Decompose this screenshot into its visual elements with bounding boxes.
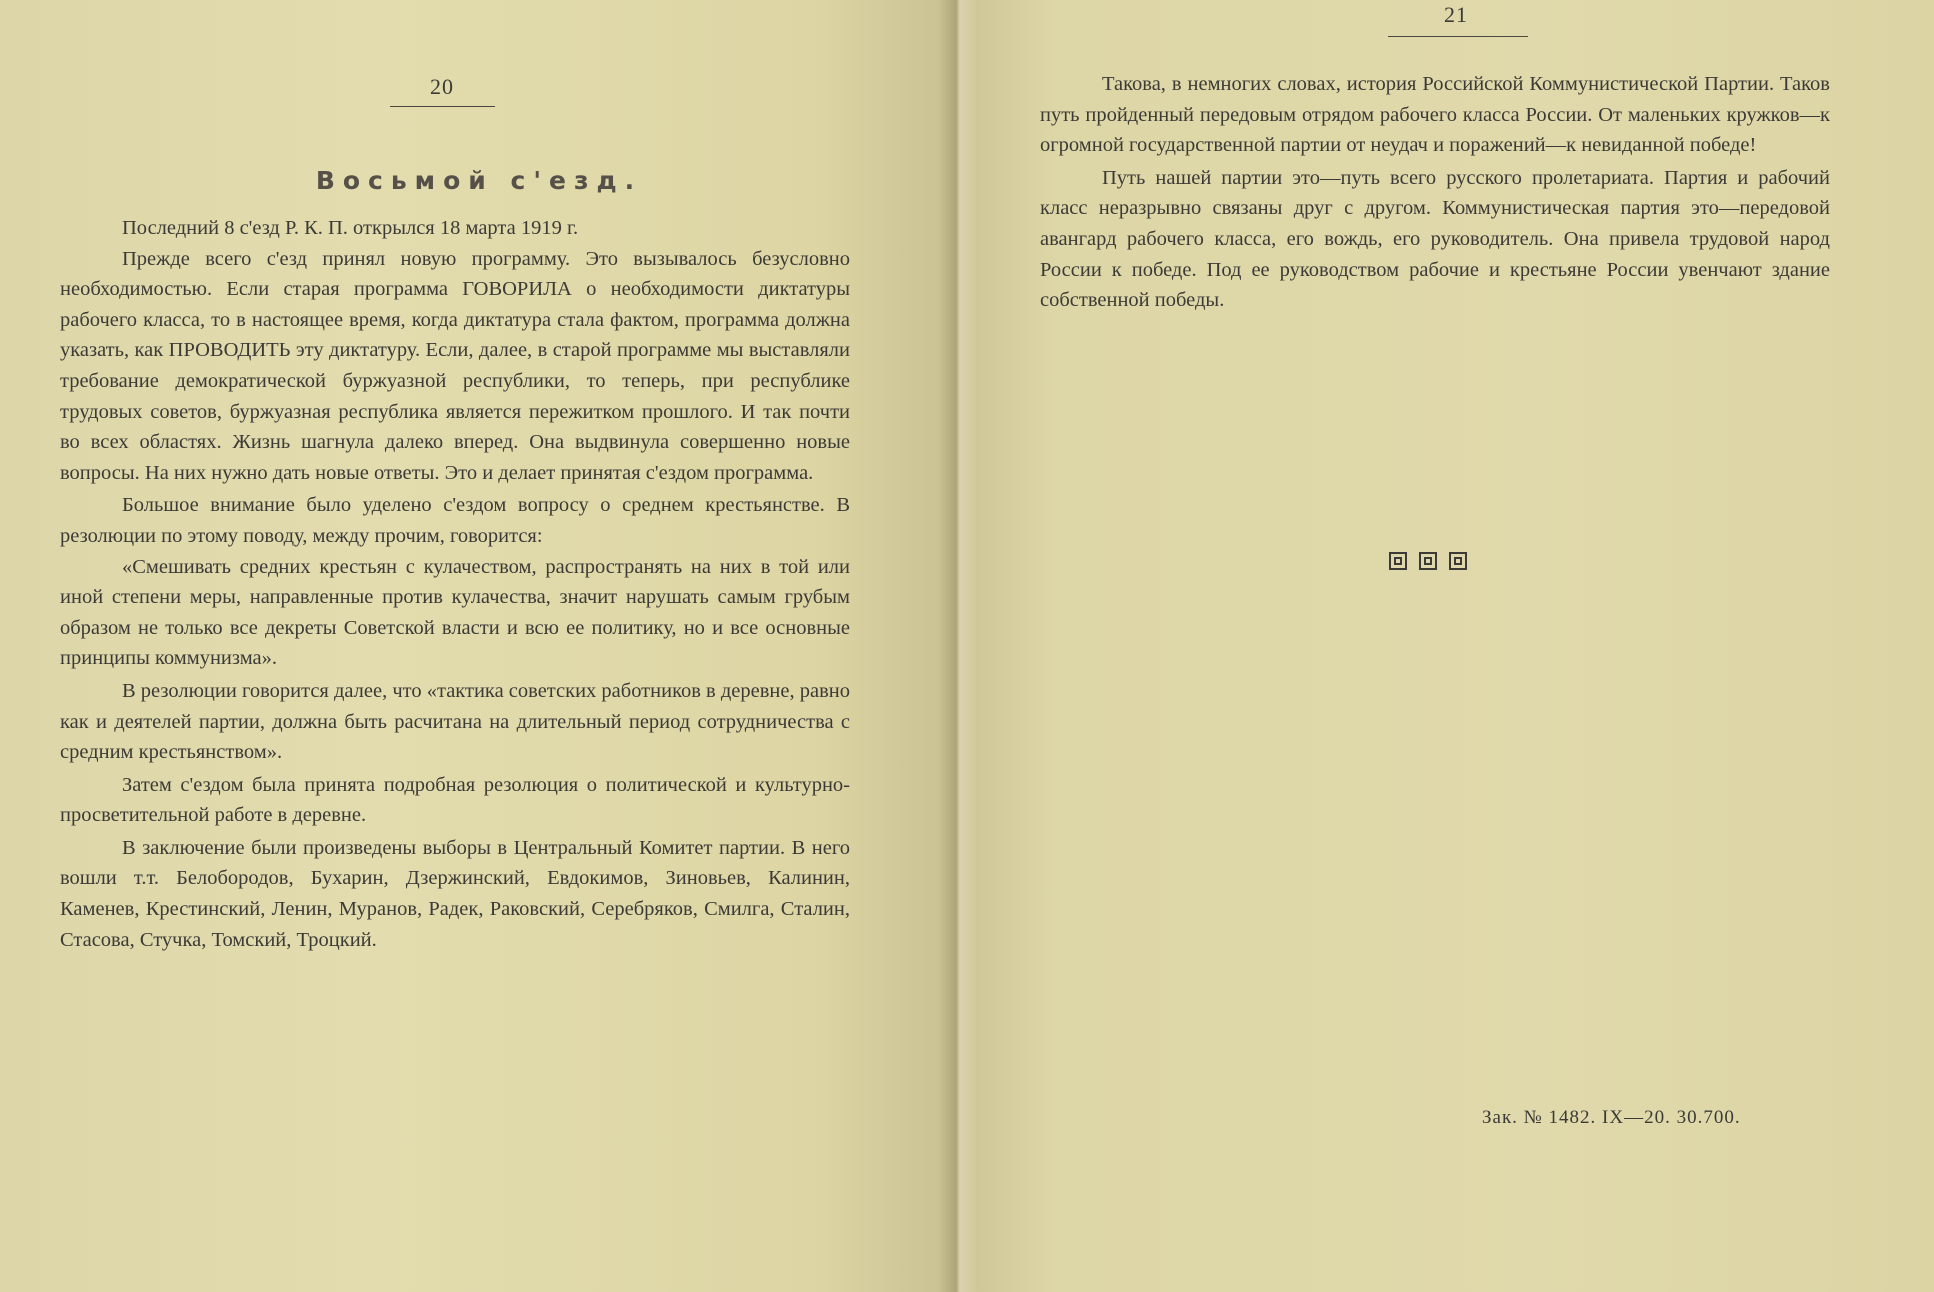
ornament-square-icon	[1449, 552, 1467, 570]
paragraph: Большое внимание было уделено с'ездом вопросу о среднем крестьянстве. В резолюции по этому поводу, между прочим, говорится:	[60, 494, 850, 547]
paragraph: В резолюции говорится далее, что «тактика советских работников в деревне, равно как и деятелей партии, должна быть расчитана на длительный период сотрудничества с средним крестьянством».	[60, 679, 850, 764]
book-gutter	[938, 0, 978, 1292]
printer-imprint: Зак. № 1482. IX—20. 30.700.	[1482, 1107, 1741, 1128]
paragraph: Путь нашей партии это—путь всего русского пролетариата. Партия и рабочий класс неразрывно связаны друг с другом. Коммунистическая партия это—передовой авангард рабочего класса, его вождь, его руководитель. Она привела трудовой народ России к победе. Под ее руководством рабочие и крестьяне России увенчают здание собственной победы.	[1040, 166, 1830, 312]
paragraph: Затем с'ездом была принята подробная резолюция о политической и культурно-просветительной работе в деревне.	[60, 773, 850, 827]
page-number-left: 20	[430, 74, 454, 99]
three-square-ornament-icon	[1389, 552, 1467, 570]
paragraph: Последний 8 с'езд Р. К. П. открылся 18 марта 1919 г.	[122, 217, 579, 239]
left-page-body	[60, 213, 850, 955]
section-heading: Восьмой с'езд.	[315, 166, 643, 195]
page-number-rule-right	[1388, 36, 1528, 37]
page-number-right: 21	[1444, 2, 1468, 27]
ornament-square-icon	[1389, 552, 1407, 570]
paragraph: Такова, в немногих словах, история Российской Коммунистической Партии. Таков путь пройденный передовым отрядом рабочего класса России. От маленьких кружков—к огромной государственной партии от неудач и поражений—к невиданной победе!	[1040, 73, 1830, 157]
right-page-body	[1040, 69, 1830, 316]
ornament-square-icon	[1419, 552, 1437, 570]
paragraph: Прежде всего с'езд принял новую программу. Это вызывалось безусловно необходимостью. Если старая программа ГОВОРИЛА о необходимости диктатуры рабочего класса, то в настоящее время, когда диктатура стала фактом, программа должна указать, как ПРОВОДИТЬ эту диктатуру. Если, далее, в старой программе мы выставляли требование демократической буржуазной республики, то теперь, при республике трудовых советов, буржуазная республика является пережитком прошлого. И так почти во всех областях. Жизнь шагнула далеко вперед. Она выдвинула совершенно новые вопросы. На них нужно дать новые ответы. Это и делает принятая с'ездом программа.	[60, 247, 850, 484]
paragraph: В заключение были произведены выборы в Центральный Комитет партии. В него вошли т.т. Белобородов, Бухарин, Дзержинский, Евдокимов, Зиновьев, Калинин, Каменев, Крестинский, Ленин, Муранов, Радек, Раковский, Серебряков, Смилга, Сталин, Стасова, Стучка, Томский, Троцкий.	[60, 836, 850, 951]
page-number-rule-left	[390, 106, 495, 107]
left-page	[0, 0, 958, 1292]
quote-paragraph: «Смешивать средних крестьян с кулачеством, распространять на них в той или иной степени меры, направленные против кулачества, значит нарушать самым грубым образом не только все декреты Советской власти и всю ее политику, но и все основные принципы коммунизма».	[60, 555, 850, 670]
